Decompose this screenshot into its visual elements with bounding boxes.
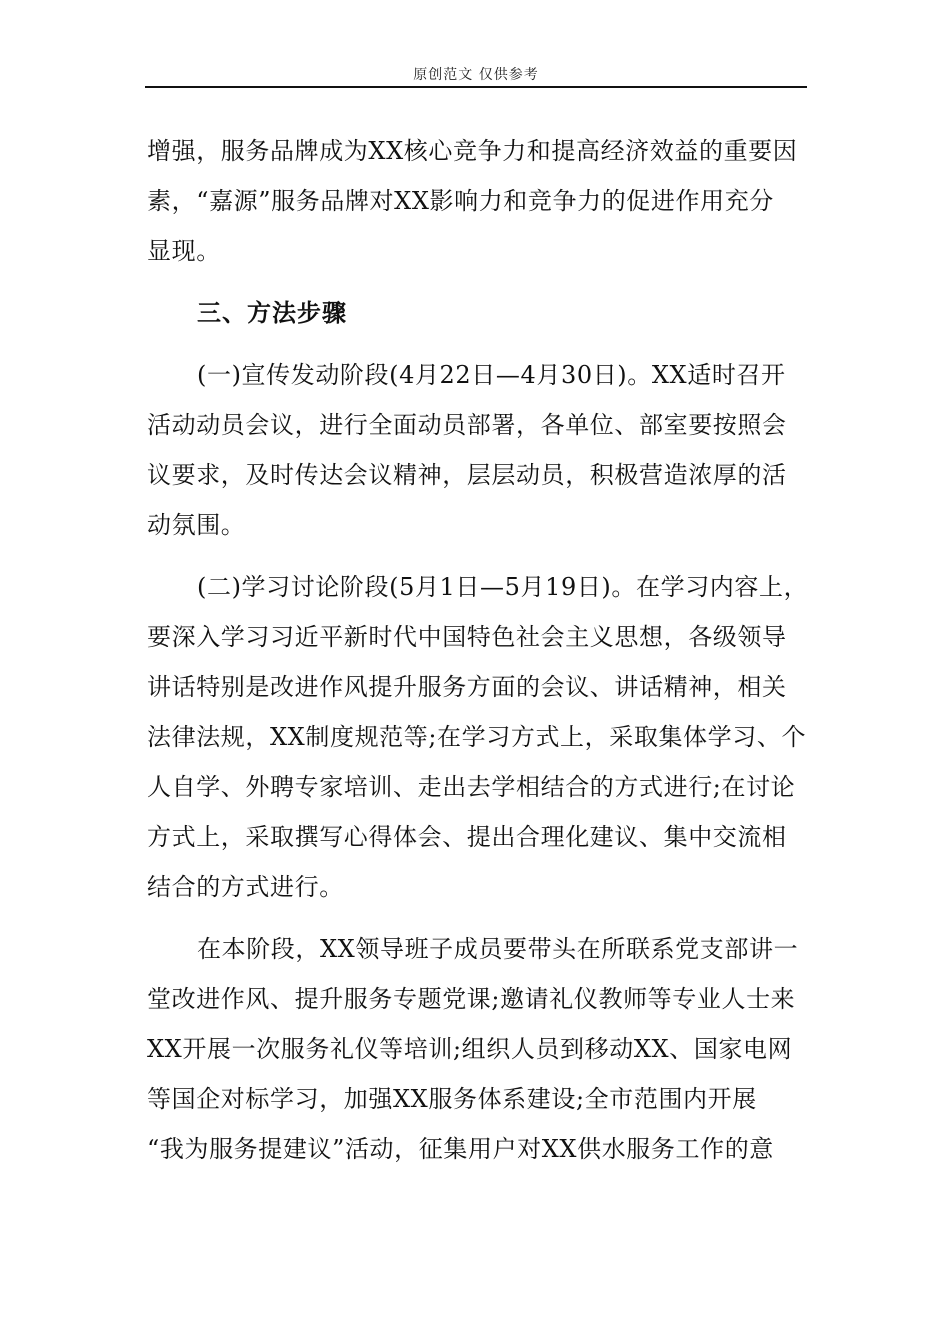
paragraph-line: (一)宣传发动阶段(4月22日—4月30日)。XX适时召开 (197, 361, 786, 389)
paragraph-line: 法律法规，XX制度规范等;在学习方式上，采取集体学习、个 (147, 723, 807, 751)
section-heading: 三、方法步骤 (197, 298, 347, 327)
paragraph-line: 结合的方式进行。 (147, 873, 344, 901)
paragraph-line: 方式上，采取撰写心得体会、提出合理化建议、集中交流相 (147, 823, 787, 851)
paragraph-line: XX开展一次服务礼仪等培训;组织人员到移动XX、国家电网 (147, 1035, 793, 1063)
paragraph-line: 议要求，及时传达会议精神，层层动员，积极营造浓厚的活 (147, 461, 787, 489)
paragraph-line: 堂改进作风、提升服务专题党课;邀请礼仪教师等专业人士来 (147, 985, 796, 1013)
paragraph-line: 活动动员会议，进行全面动员部署，各单位、部室要按照会 (147, 411, 787, 439)
paragraph-line: 等国企对标学习，加强XX服务体系建设;全市范围内开展 (147, 1085, 757, 1113)
paragraph-line: 在本阶段，XX领导班子成员要带头在所联系党支部讲一 (197, 935, 799, 963)
paragraph-line: (二)学习讨论阶段(5月1日—5月19日)。在学习内容上， (197, 573, 809, 601)
header-divider (145, 86, 807, 88)
paragraph-line: 显现。 (147, 237, 221, 265)
paragraph-line: 素，“嘉源”服务品牌对XX影响力和竞争力的促进作用充分 (147, 187, 774, 215)
paragraph-line: 动氛围。 (147, 511, 246, 539)
paragraph-line: 增强，服务品牌成为XX核心竞争力和提高经济效益的重要因 (147, 137, 798, 165)
paragraph-line: 人自学、外聘专家培训、走出去学相结合的方式进行;在讨论 (147, 773, 796, 801)
paragraph-line: “我为服务提建议”活动，征集用户对XX供水服务工作的意 (147, 1135, 774, 1163)
paragraph-line: 要深入学习习近平新时代中国特色社会主义思想，各级领导 (147, 623, 787, 651)
page-header: 原创范文 仅供参考 (413, 67, 539, 83)
paragraph-line: 讲话特别是改进作风提升服务方面的会议、讲话精神，相关 (147, 673, 787, 701)
